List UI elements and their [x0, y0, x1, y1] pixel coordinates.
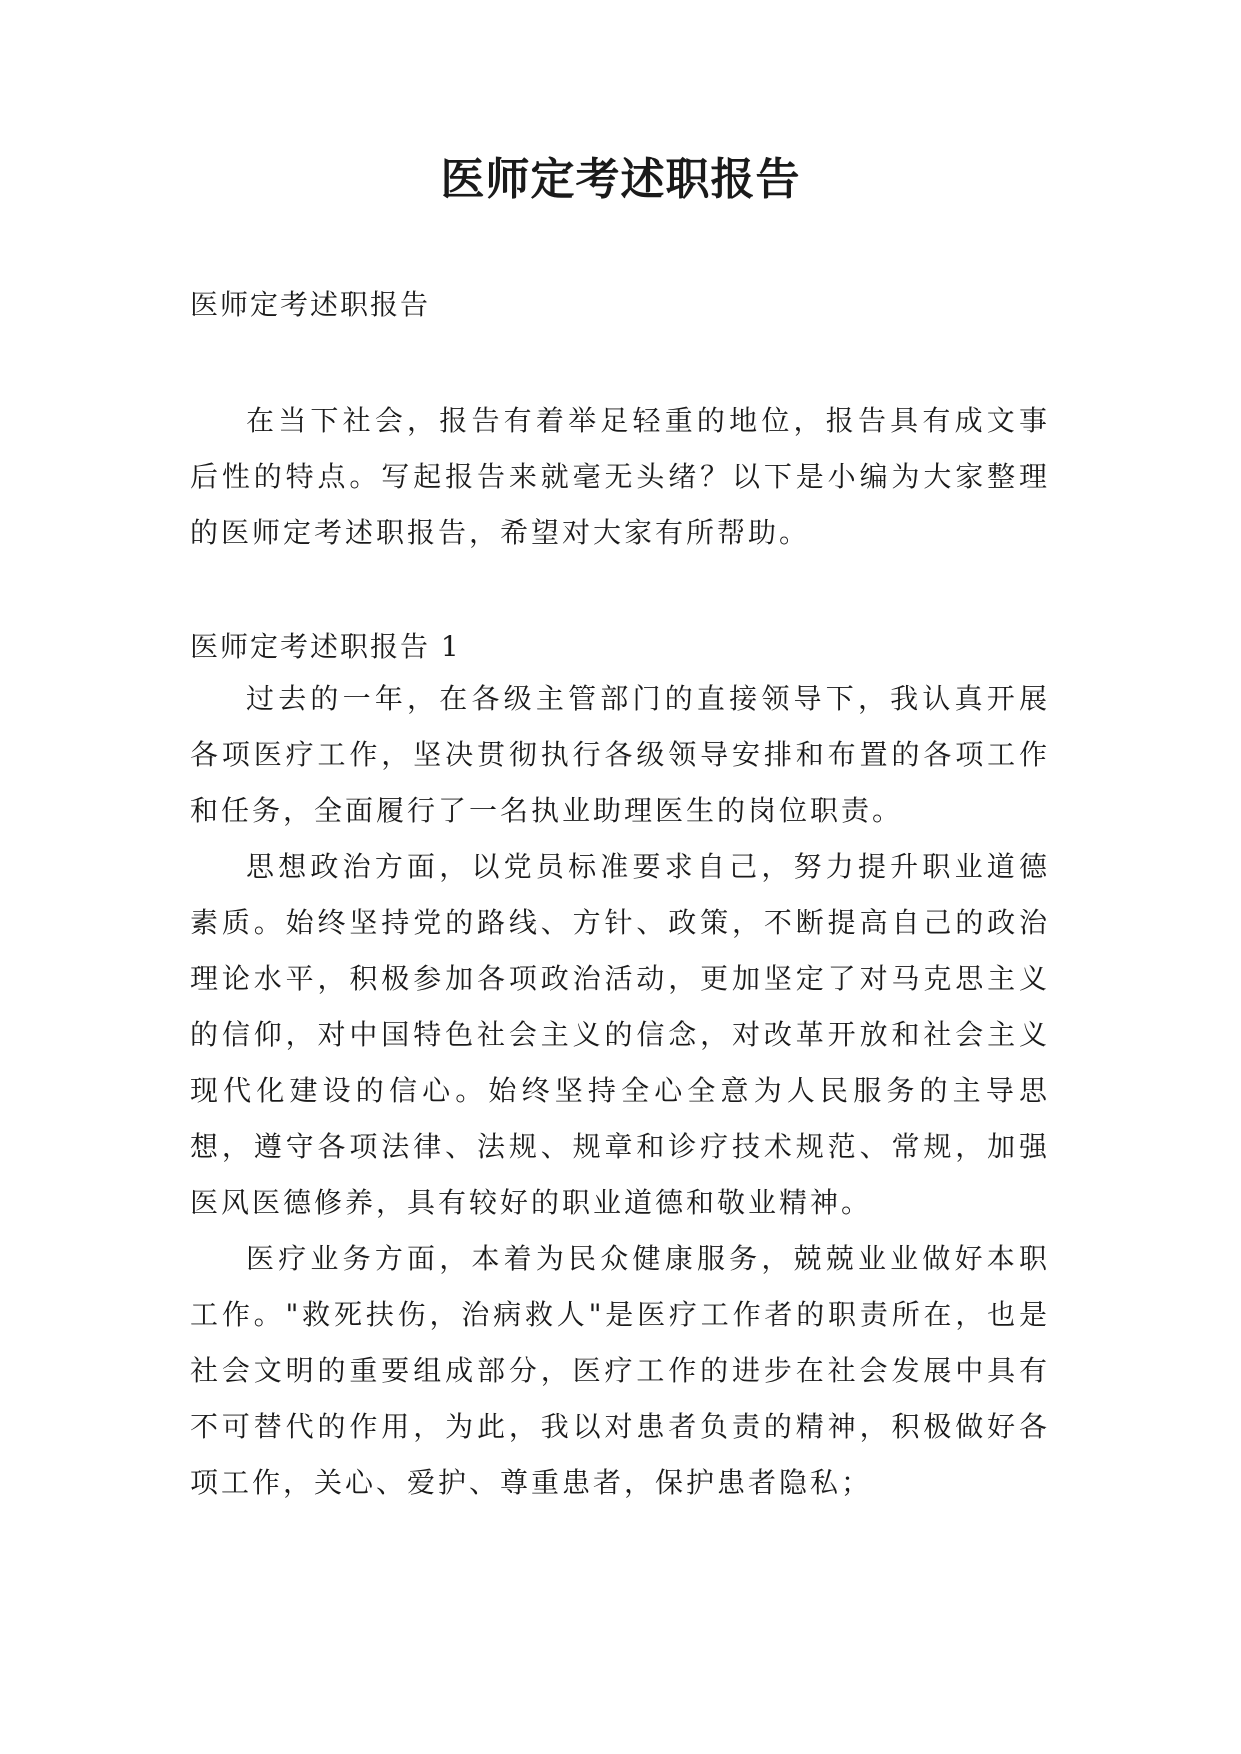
- body-paragraph: 过去的一年，在各级主管部门的直接领导下，我认真开展各项医疗工作，坚决贯彻执行各级领导安排和布置的各项工作和任务，全面履行了一名执业助理医生的岗位职责。: [190, 682, 1050, 827]
- intro-paragraph: 在当下社会，报告有着举足轻重的地位，报告具有成文事后性的特点。写起报告来就毫无头绪？以下是小编为大家整理的医师定考述职报告，希望对大家有所帮助。: [190, 404, 1050, 549]
- document-subtitle: 医师定考述职报告: [190, 288, 431, 321]
- document-title: 医师定考述职报告: [440, 154, 801, 205]
- document-body: [190, 285, 1050, 1511]
- body-paragraph: 思想政治方面，以党员标准要求自己，努力提升职业道德素质。始终坚持党的路线、方针、政策，不断提高自己的政治理论水平，积极参加各项政治活动，更加坚定了对马克思主义的信仰，对中国特色社会主义的信念，对改革开放和社会主义现代化建设的信心。始终坚持全心全意为人民服务的主导思想，遵守各项法律、法规、规章和诊疗技术规范、常规，加强医风医德修养，具有较好的职业道德和敬业精神。: [190, 850, 1050, 1219]
- section-heading-1: 医师定考述职报告 1: [190, 630, 461, 663]
- body-paragraph: 医疗业务方面，本着为民众健康服务，兢兢业业做好本职工作。"救死扶伤，治病救人"是医疗工作者的职责所在，也是社会文明的重要组成部分，医疗工作的进步在社会发展中具有不可替代的作用，为此，我以对患者负责的精神，积极做好各项工作，关心、爱护、尊重患者，保护患者隐私；: [190, 1242, 1050, 1499]
